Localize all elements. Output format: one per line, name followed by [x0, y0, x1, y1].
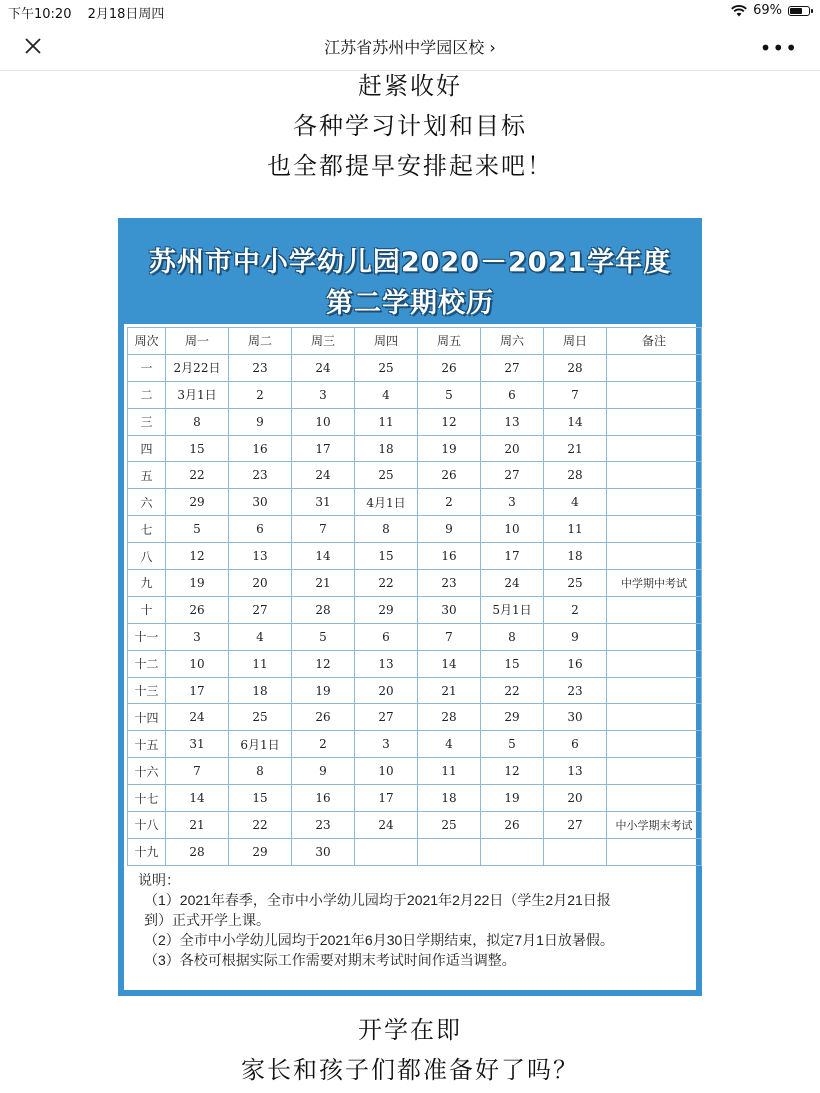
calendar-notes: [138, 870, 698, 970]
column-header: 周一: [166, 328, 229, 355]
remark-cell: [607, 704, 702, 731]
status-right: [731, 3, 810, 18]
table-row: [128, 462, 702, 489]
date-cell: [481, 838, 544, 865]
date-cell: 17: [481, 543, 544, 570]
remark-cell: [607, 623, 702, 650]
notes-title: 说明：: [138, 872, 180, 888]
date-cell: 6: [481, 381, 544, 408]
date-cell: 11: [229, 650, 292, 677]
date-cell: 23: [229, 462, 292, 489]
week-number-cell: 十五: [128, 731, 166, 758]
date-cell: 17: [355, 785, 418, 812]
date-cell: 23: [292, 812, 355, 839]
date-cell: 11: [355, 408, 418, 435]
column-header: 备注: [607, 328, 702, 355]
date-cell: 5: [166, 516, 229, 543]
status-time: 下午10:20: [8, 7, 72, 22]
date-cell: 25: [355, 462, 418, 489]
date-cell: 22: [229, 812, 292, 839]
table-row: [128, 812, 702, 839]
date-cell: 6: [229, 516, 292, 543]
table-row: [128, 596, 702, 623]
date-cell: 9: [544, 623, 607, 650]
week-number-cell: 六: [128, 489, 166, 516]
date-cell: 7: [544, 381, 607, 408]
table-row: [128, 543, 702, 570]
date-cell: 30: [544, 704, 607, 731]
intro-line: 赶紧收好: [358, 72, 462, 100]
week-number-cell: 十九: [128, 838, 166, 865]
date-cell: 16: [418, 543, 481, 570]
column-header: 周日: [544, 328, 607, 355]
date-cell: 15: [481, 650, 544, 677]
week-number-cell: 十八: [128, 812, 166, 839]
outro-text: [0, 1010, 820, 1090]
date-cell: 4月1日: [355, 489, 418, 516]
date-cell: 14: [166, 785, 229, 812]
date-cell: 18: [544, 543, 607, 570]
date-cell: 31: [166, 731, 229, 758]
date-cell: 20: [544, 785, 607, 812]
date-cell: 25: [418, 812, 481, 839]
column-header: 周四: [355, 328, 418, 355]
table-row: [128, 516, 702, 543]
date-cell: 2月22日: [166, 354, 229, 381]
date-cell: 6: [355, 623, 418, 650]
date-cell: 7: [166, 758, 229, 785]
date-cell: 19: [166, 570, 229, 597]
intro-line: 各种学习计划和目标: [293, 112, 527, 140]
date-cell: 7: [292, 516, 355, 543]
date-cell: [418, 838, 481, 865]
status-left: [8, 3, 176, 22]
date-cell: 10: [481, 516, 544, 543]
account-title-link[interactable]: 江苏省苏州中学园区校 ›: [324, 38, 496, 57]
date-cell: 29: [229, 838, 292, 865]
date-cell: 4: [418, 731, 481, 758]
table-row: [128, 677, 702, 704]
date-cell: 19: [481, 785, 544, 812]
date-cell: 14: [292, 543, 355, 570]
date-cell: 15: [355, 543, 418, 570]
date-cell: 31: [292, 489, 355, 516]
date-cell: 20: [481, 435, 544, 462]
column-header: 周六: [481, 328, 544, 355]
date-cell: 10: [166, 650, 229, 677]
date-cell: 24: [292, 462, 355, 489]
date-cell: 6: [544, 731, 607, 758]
intro-line: 也全都提早安排起来吧！: [267, 152, 553, 180]
date-cell: 29: [166, 489, 229, 516]
note-line: 到）正式开学上课。: [144, 912, 270, 928]
remark-cell: [607, 489, 702, 516]
week-number-cell: 十一: [128, 623, 166, 650]
remark-cell: [607, 596, 702, 623]
battery-fill: [790, 8, 802, 14]
remark-cell: 中小学期末考试: [607, 812, 702, 839]
date-cell: 5月1日: [481, 596, 544, 623]
remark-cell: [607, 677, 702, 704]
date-cell: 16: [544, 650, 607, 677]
date-cell: 15: [166, 435, 229, 462]
calendar-table: [127, 327, 702, 866]
date-cell: 19: [292, 677, 355, 704]
date-cell: 25: [544, 570, 607, 597]
date-cell: 5: [292, 623, 355, 650]
date-cell: 24: [481, 570, 544, 597]
table-row: [128, 758, 702, 785]
outro-line: 家长和孩子们都准备好了吗？: [241, 1056, 579, 1084]
date-cell: 3月1日: [166, 381, 229, 408]
date-cell: 22: [166, 462, 229, 489]
table-row: [128, 838, 702, 865]
remark-cell: [607, 435, 702, 462]
week-number-cell: 五: [128, 462, 166, 489]
school-calendar-image: [118, 218, 702, 996]
date-cell: 29: [355, 596, 418, 623]
intro-text: [0, 66, 820, 186]
column-header: 周次: [128, 328, 166, 355]
week-number-cell: 十二: [128, 650, 166, 677]
date-cell: 6月1日: [229, 731, 292, 758]
week-number-cell: 十: [128, 596, 166, 623]
status-bar: [0, 0, 820, 22]
date-cell: 19: [418, 435, 481, 462]
date-cell: 9: [229, 408, 292, 435]
date-cell: 2: [418, 489, 481, 516]
date-cell: 30: [229, 489, 292, 516]
date-cell: 9: [292, 758, 355, 785]
date-cell: 29: [481, 704, 544, 731]
status-date: 2月18日周四: [87, 7, 165, 22]
date-cell: 23: [418, 570, 481, 597]
date-cell: 8: [166, 408, 229, 435]
date-cell: 26: [166, 596, 229, 623]
calendar-body: [124, 324, 696, 990]
date-cell: 3: [481, 489, 544, 516]
date-cell: 17: [292, 435, 355, 462]
calendar-subtitle: 第二学期校历: [326, 288, 494, 319]
table-row: [128, 570, 702, 597]
remark-cell: [607, 408, 702, 435]
battery-icon: [788, 6, 810, 16]
week-number-cell: 七: [128, 516, 166, 543]
date-cell: 28: [418, 704, 481, 731]
date-cell: 25: [229, 704, 292, 731]
date-cell: 8: [481, 623, 544, 650]
week-number-cell: 十七: [128, 785, 166, 812]
date-cell: 7: [418, 623, 481, 650]
date-cell: 28: [292, 596, 355, 623]
remark-cell: [607, 838, 702, 865]
week-number-cell: 九: [128, 570, 166, 597]
outro-line: 开学在即: [358, 1016, 462, 1044]
date-cell: 22: [481, 677, 544, 704]
week-number-cell: 四: [128, 435, 166, 462]
date-cell: 28: [544, 462, 607, 489]
date-cell: 4: [355, 381, 418, 408]
date-cell: 28: [166, 838, 229, 865]
date-cell: 12: [481, 758, 544, 785]
date-cell: 3: [166, 623, 229, 650]
more-options-icon[interactable]: •••: [759, 36, 798, 60]
table-row: [128, 435, 702, 462]
table-row: [128, 489, 702, 516]
date-cell: 4: [544, 489, 607, 516]
calendar-title: 苏州市中小学幼儿园2020－2021学年度: [148, 247, 672, 278]
date-cell: [355, 838, 418, 865]
remark-cell: 中学期中考试: [607, 570, 702, 597]
date-cell: 16: [292, 785, 355, 812]
remark-cell: [607, 516, 702, 543]
table-row: [128, 704, 702, 731]
date-cell: 18: [418, 785, 481, 812]
date-cell: 23: [544, 677, 607, 704]
date-cell: 16: [229, 435, 292, 462]
remark-cell: [607, 758, 702, 785]
table-row: [128, 354, 702, 381]
week-number-cell: 一: [128, 354, 166, 381]
remark-cell: [607, 354, 702, 381]
date-cell: 22: [355, 570, 418, 597]
table-row: [128, 623, 702, 650]
remark-cell: [607, 731, 702, 758]
date-cell: 25: [355, 354, 418, 381]
calendar-header-row: [128, 328, 702, 355]
week-number-cell: 二: [128, 381, 166, 408]
table-row: [128, 408, 702, 435]
week-number-cell: 十四: [128, 704, 166, 731]
column-header: 周二: [229, 328, 292, 355]
date-cell: 2: [544, 596, 607, 623]
date-cell: 9: [418, 516, 481, 543]
note-line: （3）各校可根据实际工作需要对期末考试时间作适当调整。: [144, 952, 516, 968]
table-row: [128, 650, 702, 677]
date-cell: 27: [229, 596, 292, 623]
date-cell: 5: [481, 731, 544, 758]
date-cell: 13: [229, 543, 292, 570]
remark-cell: [607, 543, 702, 570]
week-number-cell: 十三: [128, 677, 166, 704]
date-cell: 26: [481, 812, 544, 839]
date-cell: 4: [229, 623, 292, 650]
date-cell: 8: [355, 516, 418, 543]
date-cell: 21: [544, 435, 607, 462]
date-cell: 20: [355, 677, 418, 704]
table-row: [128, 731, 702, 758]
date-cell: 13: [481, 408, 544, 435]
date-cell: 21: [166, 812, 229, 839]
date-cell: 27: [481, 462, 544, 489]
date-cell: 2: [229, 381, 292, 408]
date-cell: 11: [544, 516, 607, 543]
calendar-rows: [128, 354, 702, 865]
date-cell: 15: [229, 785, 292, 812]
date-cell: 20: [229, 570, 292, 597]
note-line: （1）2021年春季，全市中小学幼儿园均于2021年2月22日（学生2月21日报: [144, 892, 611, 908]
week-number-cell: 十六: [128, 758, 166, 785]
table-row: [128, 381, 702, 408]
date-cell: [544, 838, 607, 865]
date-cell: 27: [355, 704, 418, 731]
date-cell: 5: [418, 381, 481, 408]
week-number-cell: 三: [128, 408, 166, 435]
date-cell: 24: [166, 704, 229, 731]
remark-cell: [607, 650, 702, 677]
date-cell: 13: [355, 650, 418, 677]
table-row: [128, 785, 702, 812]
date-cell: 28: [544, 354, 607, 381]
remark-cell: [607, 785, 702, 812]
date-cell: 17: [166, 677, 229, 704]
date-cell: 26: [418, 462, 481, 489]
date-cell: 21: [292, 570, 355, 597]
date-cell: 27: [481, 354, 544, 381]
date-cell: 24: [355, 812, 418, 839]
date-cell: 21: [418, 677, 481, 704]
date-cell: 10: [292, 408, 355, 435]
date-cell: 14: [418, 650, 481, 677]
wifi-icon: [731, 5, 747, 17]
battery-percent: 69%: [753, 3, 782, 18]
note-line: （2）全市中小学幼儿园均于2021年6月30日学期结束，拟定7月1日放暑假。: [144, 932, 614, 948]
date-cell: 3: [355, 731, 418, 758]
date-cell: 26: [418, 354, 481, 381]
date-cell: 14: [544, 408, 607, 435]
remark-cell: [607, 381, 702, 408]
date-cell: 3: [292, 381, 355, 408]
date-cell: 8: [229, 758, 292, 785]
date-cell: 30: [292, 838, 355, 865]
date-cell: 18: [355, 435, 418, 462]
date-cell: 12: [292, 650, 355, 677]
date-cell: 26: [292, 704, 355, 731]
date-cell: 13: [544, 758, 607, 785]
date-cell: 12: [418, 408, 481, 435]
remark-cell: [607, 462, 702, 489]
date-cell: 11: [418, 758, 481, 785]
date-cell: 30: [418, 596, 481, 623]
column-header: 周五: [418, 328, 481, 355]
week-number-cell: 八: [128, 543, 166, 570]
date-cell: 27: [544, 812, 607, 839]
date-cell: 18: [229, 677, 292, 704]
date-cell: 2: [292, 731, 355, 758]
column-header: 周三: [292, 328, 355, 355]
date-cell: 24: [292, 354, 355, 381]
date-cell: 23: [229, 354, 292, 381]
nav-bar: [0, 22, 820, 71]
date-cell: 12: [166, 543, 229, 570]
date-cell: 10: [355, 758, 418, 785]
